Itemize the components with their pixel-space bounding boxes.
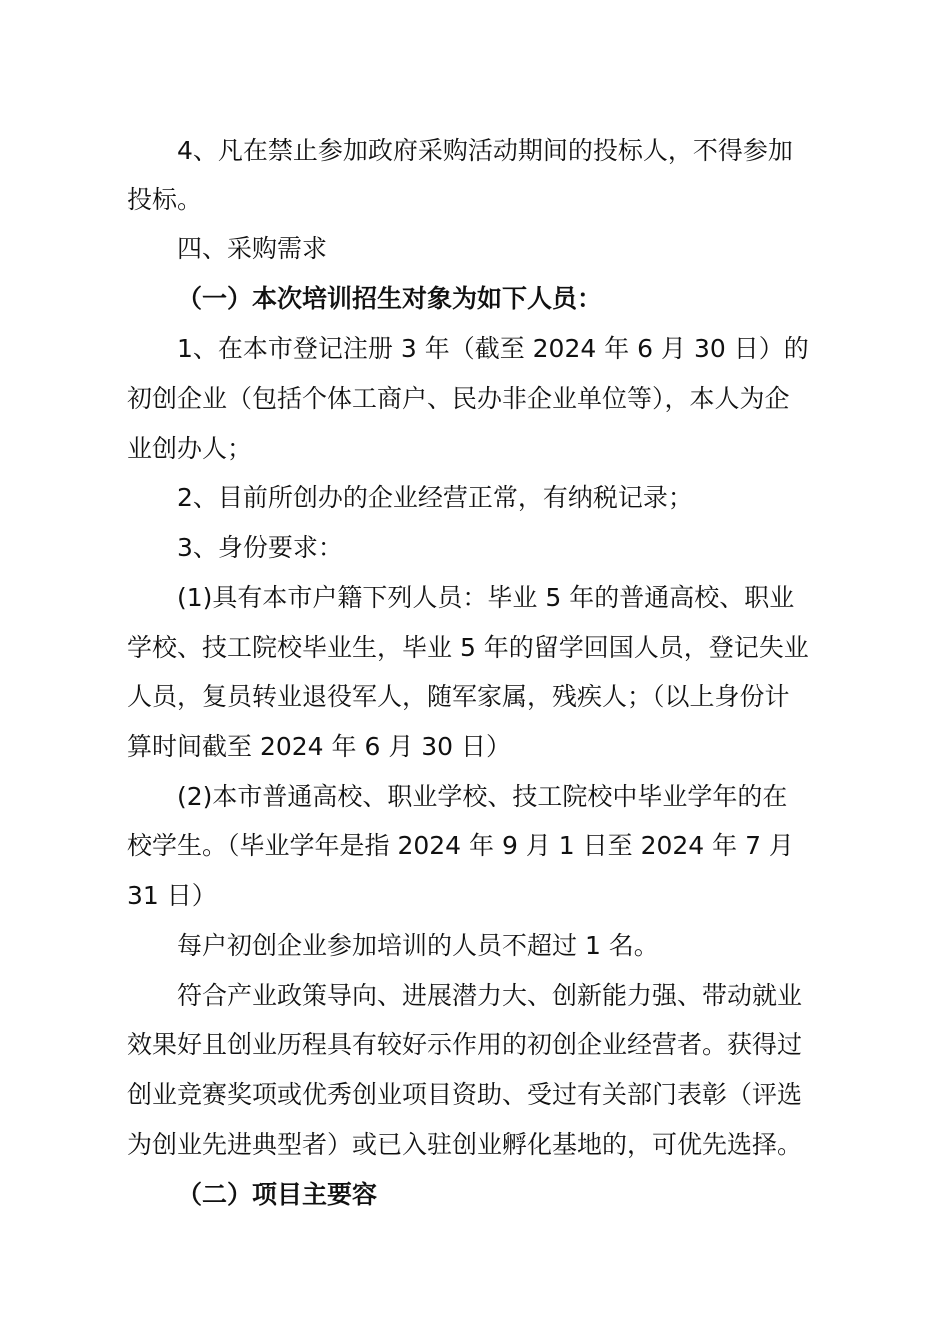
paragraph-line: 初创企业（包括个体工商户、民办非企业单位等），本人为企 — [127, 384, 790, 413]
paragraph-line: 每户初创企业参加培训的人员不超过 1 名。 — [177, 931, 659, 960]
paragraph-line: 业创办人； — [127, 434, 253, 463]
paragraph-line: 1、在本市登记注册 3 年（截至 2024 年 6 月 30 日）的 — [177, 334, 809, 363]
paragraph-line: 学校、技工院校毕业生，毕业 5 年的留学回国人员，登记失业 — [127, 633, 809, 662]
paragraph-line: 创业竞赛奖项或优秀创业项目资助、受过有关部门表彰（评选 — [127, 1080, 803, 1109]
paragraph-line: 投标。 — [127, 185, 203, 214]
paragraph-line: 效果好且创业历程具有较好示作用的初创企业经营者。获得过 — [127, 1030, 803, 1059]
paragraph-line: 人员，复员转业退役军人，随军家属，残疾人；（以上身份计 — [127, 682, 790, 711]
subsection-heading: （一）本次培训招生对象为如下人员： — [177, 284, 603, 313]
section-heading: 四、采购需求 — [177, 234, 328, 263]
paragraph-line: 2、目前所创办的企业经营正常，有纳税记录； — [177, 483, 693, 512]
paragraph-line: (1)具有本市户籍下列人员：毕业 5 年的普通高校、职业 — [177, 583, 795, 612]
paragraph-line: 31 日） — [127, 881, 217, 910]
subsection-heading: （二）项目主要容 — [177, 1180, 378, 1209]
paragraph-line: 为创业先进典型者）或已入驻创业孵化基地的，可优先选择。 — [127, 1130, 803, 1159]
paragraph-line: 3、身份要求： — [177, 533, 343, 562]
paragraph-line: 4、凡在禁止参加政府采购活动期间的投标人，不得参加 — [177, 136, 793, 165]
paragraph-line: (2)本市普通高校、职业学校、技工院校中毕业学年的在 — [177, 782, 788, 811]
paragraph-line: 算时间截至 2024 年 6 月 30 日） — [127, 732, 512, 761]
paragraph-line: 校学生。（毕业学年是指 2024 年 9 月 1 日至 2024 年 7 月 — [127, 831, 794, 860]
paragraph-line: 符合产业政策导向、进展潜力大、创新能力强、带动就业 — [177, 981, 803, 1010]
